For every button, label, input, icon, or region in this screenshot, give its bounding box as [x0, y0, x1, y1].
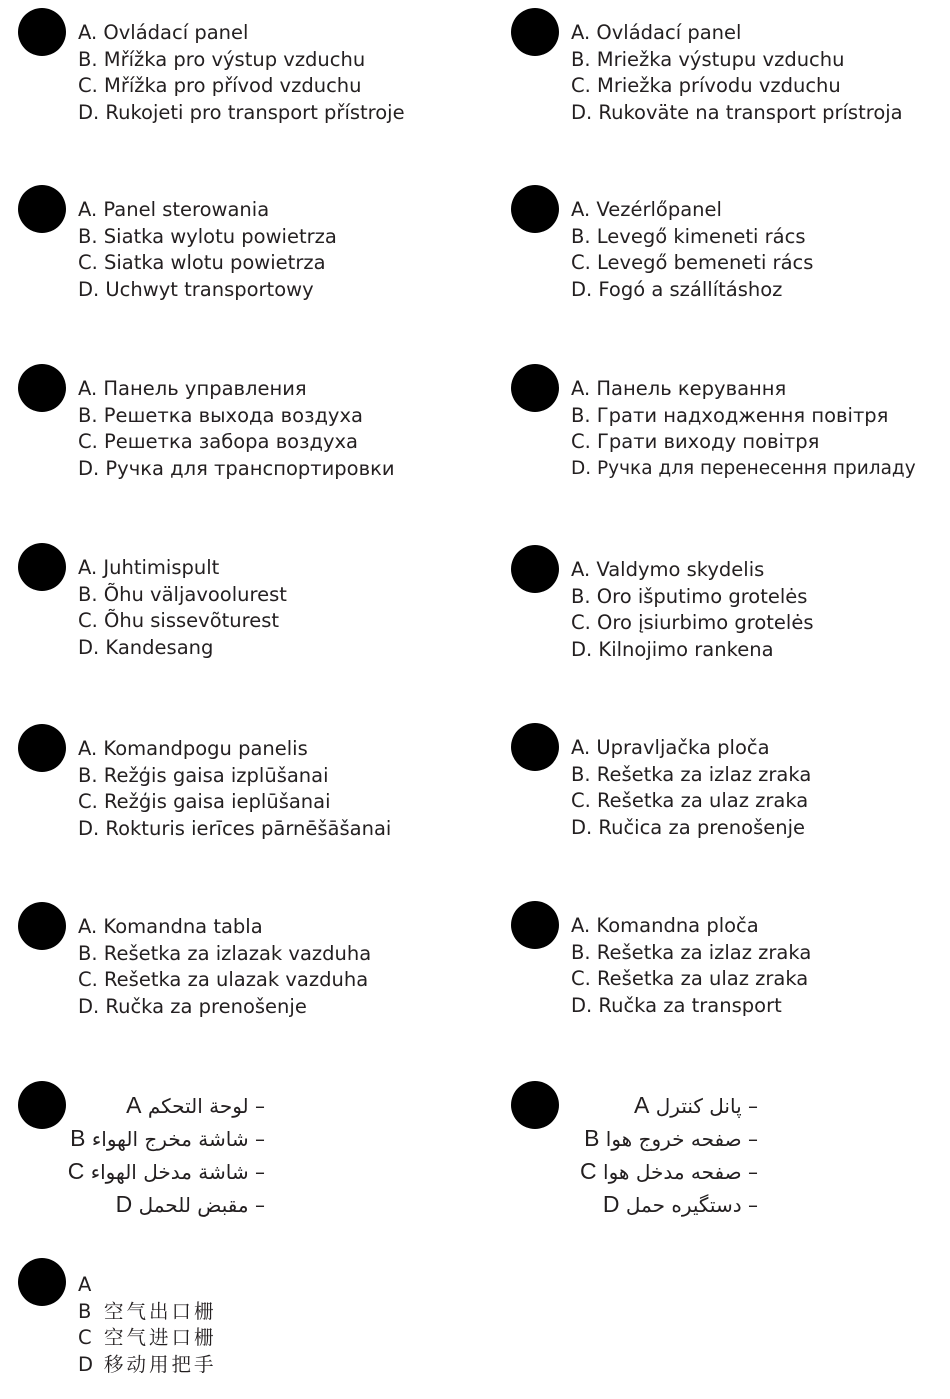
- item-text: 空气出口栅: [104, 1299, 217, 1323]
- bullet-dot: [18, 543, 66, 591]
- legend-line-d: D. Rokturis ierīces pārnēšāšanai: [78, 816, 392, 840]
- legend-line-d: D. Uchwyt transportowy: [78, 277, 314, 301]
- item-letter: C: [67, 1158, 85, 1184]
- item-text: 空气进口栅: [104, 1326, 217, 1350]
- legend-line-d: D. Ručica za prenošenje: [571, 815, 806, 839]
- bullet-dot: [511, 185, 559, 233]
- legend-line-a: A. Ovládací panel: [571, 21, 742, 44]
- legend-line-a: A. Komandna ploča: [571, 914, 759, 937]
- legend-line-d: [0, 1188, 265, 1221]
- item-text: لوحة التحكم –: [147, 1094, 265, 1118]
- legend-line-d: D. Ручка для транспортировки: [78, 456, 395, 480]
- legend-line-b: B. Mriežka výstupu vzduchu: [571, 47, 845, 71]
- legend-line-c: C. Oro įsiurbimo grotelės: [571, 611, 814, 635]
- item-text: 移动用把手: [104, 1352, 217, 1376]
- legend-line-c: C. Rešetka za ulaz zraka: [571, 789, 809, 813]
- legend-line-d: D. Rukojeti pro transport přístroje: [78, 100, 405, 124]
- legend-line-c: C. Rešetka za ulazak vazduha: [78, 968, 369, 992]
- legend-line-d: D. Rukoväte na transport prístroja: [571, 100, 903, 124]
- legend-line-c: C. Mřížka pro přívod vzduchu: [78, 74, 362, 98]
- legend-line-d: D. Kandesang: [78, 635, 214, 659]
- legend-line-a: A. Панель управления: [78, 377, 307, 400]
- legend-lines: [78, 1272, 458, 1378]
- legend-line-b: B. Õhu väljavoolurest: [78, 582, 287, 606]
- legend-line-b: B. Решетка выхода воздуха: [78, 403, 363, 427]
- item-text: شاشة مدخل الهواء –: [90, 1160, 265, 1184]
- legend-line-b: [0, 1122, 265, 1155]
- legend-line-d: [78, 1352, 458, 1379]
- legend-line-a: A. Juhtimispult: [78, 556, 220, 579]
- bullet-dot: [18, 8, 66, 56]
- item-letter: C: [78, 1326, 92, 1350]
- legend-lines: [571, 557, 950, 663]
- legend-line-b: B. Siatka wylotu powietrza: [78, 224, 337, 248]
- legend-line-d: D. Kilnojimo rankena: [571, 637, 774, 661]
- bullet-dot: [18, 902, 66, 950]
- item-text: دستگیره حمل –: [625, 1193, 758, 1217]
- bullet-dot: [511, 901, 559, 949]
- legend-line-a: A. Vezérlőpanel: [571, 198, 722, 221]
- bullet-dot: [18, 364, 66, 412]
- bullet-dot: [511, 545, 559, 593]
- item-text: مقبض للحمل –: [138, 1193, 265, 1217]
- legend-lines: [0, 1089, 265, 1221]
- legend-line-b: B. Грати надходження повітря: [571, 403, 889, 427]
- legend-line-d: D. Ručka za prenošenje: [78, 994, 307, 1018]
- bullet-dot: [18, 1258, 66, 1306]
- legend-lines: [78, 555, 458, 661]
- legend-line-b: B. Rešetka za izlaz zraka: [571, 762, 812, 786]
- legend-line-c: C. Грати виходу повітря: [571, 430, 820, 454]
- bullet-dot: [18, 724, 66, 772]
- item-text: صفحه مدخل هوا –: [603, 1160, 758, 1184]
- legend-line-b: B. Levegő kimeneti rács: [571, 224, 806, 248]
- legend-line-b: B. Rešetka za izlaz zraka: [571, 940, 812, 964]
- legend-lines: [571, 913, 950, 1019]
- item-letter: A: [78, 1273, 92, 1296]
- legend-lines: [78, 376, 458, 482]
- legend-lines: [571, 735, 950, 841]
- legend-line-d: D. Ručka za transport: [571, 993, 782, 1017]
- item-text: صفحه خروج هوا –: [605, 1127, 758, 1151]
- bullet-dot: [511, 8, 559, 56]
- bullet-dot: [511, 723, 559, 771]
- legend-line-c: C. Mriežka prívodu vzduchu: [571, 74, 841, 98]
- legend-lines: [571, 197, 950, 303]
- legend-line-b: B. Oro išputimo grotelės: [571, 584, 808, 608]
- item-letter: B: [584, 1125, 600, 1151]
- legend-line-c: [0, 1155, 265, 1188]
- legend-line-a: A. Panel sterowania: [78, 198, 270, 221]
- legend-lines: [78, 914, 458, 1020]
- legend-line-a: A. Komandna tabla: [78, 915, 263, 938]
- item-text: پانل کنترل –: [655, 1094, 758, 1118]
- legend-line-b: [78, 1299, 458, 1326]
- legend-lines: [78, 736, 458, 842]
- legend-line-a: A. Панель керування: [571, 377, 787, 400]
- legend-line-a: A. Ovládací panel: [78, 21, 249, 44]
- legend-line-b: B. Režģis gaisa izplūšanai: [78, 763, 329, 787]
- legend-lines: [571, 376, 950, 482]
- legend-line-d: D. Ручка для перенесення приладу: [571, 457, 916, 479]
- legend-line-c: C. Õhu sissevõturest: [78, 609, 280, 633]
- legend-line-a: [78, 1272, 458, 1299]
- legend-line-a: A. Valdymo skydelis: [571, 558, 765, 581]
- item-letter: C: [580, 1158, 597, 1184]
- legend-lines: [571, 20, 950, 126]
- legend-line-a: A. Upravljačka ploča: [571, 736, 770, 759]
- legend-line-c: [78, 1325, 458, 1352]
- item-text: شاشة مخرج الهواء –: [91, 1127, 265, 1151]
- legend-line-d: [458, 1188, 758, 1221]
- legend-line-d: D. Fogó a szállításhoz: [571, 277, 783, 301]
- item-letter: A: [634, 1092, 650, 1118]
- item-letter: B: [70, 1125, 86, 1151]
- legend-line-c: C. Решетка забора воздуха: [78, 430, 358, 454]
- legend-lines: [458, 1089, 758, 1221]
- legend-lines: [78, 197, 458, 303]
- legend-line-c: C. Režģis gaisa ieplūšanai: [78, 790, 331, 814]
- item-letter: D: [78, 1352, 94, 1376]
- legend-line-a: [0, 1089, 265, 1122]
- bullet-dot: [18, 185, 66, 233]
- legend-lines: [78, 20, 458, 126]
- legend-line-c: C. Rešetka za ulaz zraka: [571, 967, 809, 991]
- legend-line-b: B. Mřížka pro výstup vzduchu: [78, 47, 366, 71]
- bullet-dot: [511, 364, 559, 412]
- item-letter: D: [115, 1191, 133, 1217]
- legend-line-c: C. Levegő bemeneti rács: [571, 251, 814, 275]
- legend-line-a: [458, 1089, 758, 1122]
- item-letter: D: [602, 1191, 620, 1217]
- item-letter: A: [126, 1092, 142, 1118]
- legend-line-b: [458, 1122, 758, 1155]
- legend-line-a: A. Komandpogu panelis: [78, 737, 308, 760]
- item-letter: B: [78, 1299, 92, 1323]
- legend-line-c: C. Siatka wlotu powietrza: [78, 251, 326, 275]
- legend-line-b: B. Rešetka za izlazak vazduha: [78, 941, 372, 965]
- legend-line-c: [458, 1155, 758, 1188]
